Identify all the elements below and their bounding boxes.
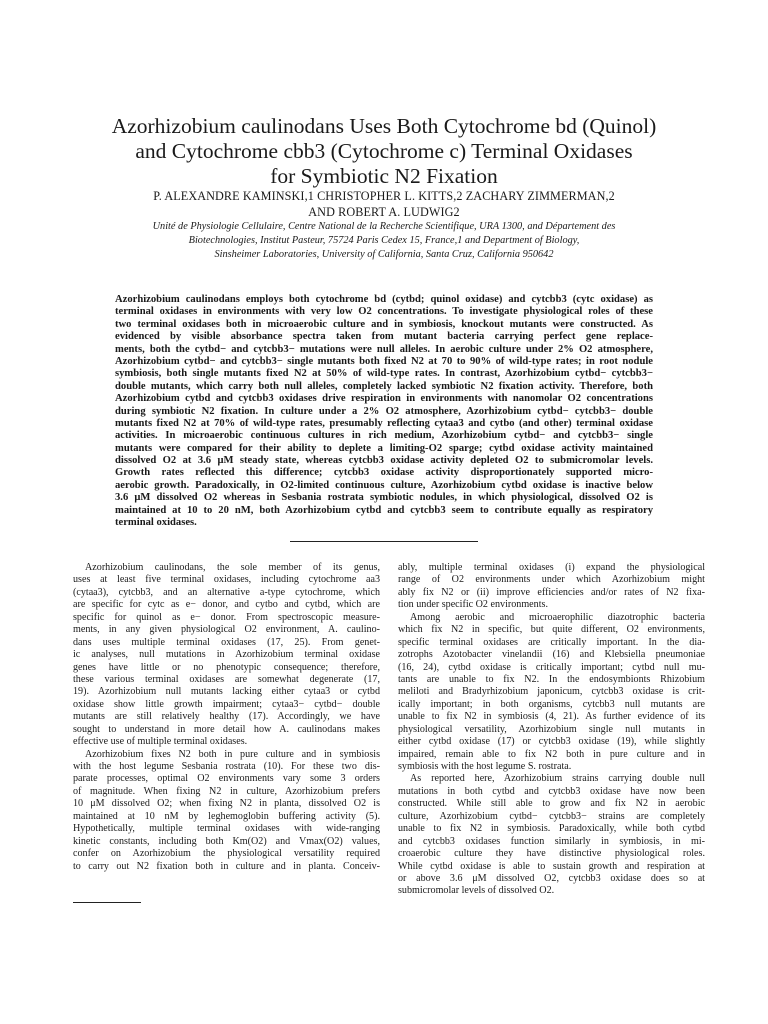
article-title	[96, 114, 672, 189]
abstract-line: Azorhizobium caulinodans employs both cytochrome bd (cytbd; quinol oxidase) and cytcbb3 (cytc oxidase) as	[115, 294, 653, 305]
body-text-line: which fix N2 in specific, but quite different, O2 environments,	[398, 624, 705, 636]
body-text-line: with the host legume Sesbania rostrata (10). For these two dis-	[73, 761, 380, 772]
body-text-line: ic analyses, null mutations in Azorhizobium terminal oxidase	[73, 649, 380, 661]
body-text-line: zotrophs Azotobacter vinelandii (16) and Klebsiella pneumoniae	[398, 649, 705, 661]
body-text-line: 19). Azorhizobium null mutants lacking either cytaa3 or cytbd	[73, 686, 380, 698]
body-column-right	[398, 562, 705, 898]
abstract-line: double mutants, which carry both null alleles, completely lacked symbiotic N2 fixation activity. Therefore, both	[115, 380, 653, 392]
body-text-line: symbiosis with the host legume S. rostrata.	[398, 761, 572, 772]
abstract-line: terminal oxidases.	[115, 517, 197, 529]
body-text-line: unable to fix N2 in symbiosis. Paradoxically, while both cytbd	[398, 823, 705, 835]
body-text-line: are specific for cytc as e− donor, and cytbo and cytbd, which are	[73, 599, 380, 611]
body-text-line: tants are unable to fix N2. In the endosymbionts Rhizobium	[398, 673, 705, 685]
body-text-line: ably, multiple terminal oxidases (i) expand the physiological	[398, 562, 705, 573]
abstract-line: dissolved O2 at 3.6 μM steady state, whereas cytcbb3 oxidase activity depleted O2 to submicromolar levels.	[115, 455, 653, 467]
affiliation-line: Sinsheimer Laboratories, University of California, Santa Cruz, California 950642	[214, 249, 554, 261]
affiliation-line: Unité de Physiologie Cellulaire, Centre National de la Recherche Scientifique, URA 1300, and Département des	[152, 221, 616, 232]
body-text-line: mutations in both cytbd and cytcbb3 oxidase have now been	[398, 785, 705, 797]
body-text-line: Among aerobic and microaerophilic diazotrophic bacteria	[410, 611, 705, 623]
title-line: Azorhizobium caulinodans Uses Both Cytochrome bd (Quinol)	[111, 114, 657, 138]
title-line: and Cytochrome cbb3 (Cytochrome c) Terminal Oxidases	[135, 139, 633, 163]
body-text-line: maintained at 10 nM by leghemoglobin buffering activity (5).	[73, 810, 380, 822]
body-text-line: and cytcbb3 oxidases function similarly in symbiosis, in mi-	[398, 835, 705, 847]
body-text-line: range of O2 environments under which Azorhizobium might	[398, 574, 705, 586]
abstract-line: mutants were compared for their ability to deplete a limiting-O2 sparge; cytbd oxidase activity maintained	[115, 442, 653, 454]
body-text-line: oxidase show little growth impairment; cytaa3− cytbd− double	[73, 698, 380, 710]
abstract-line: activities. In microaerobic continuous cultures in rich medium, Azorhizobium cytbd− and cytcbb3− single	[115, 430, 653, 442]
abstract-line: terminal oxidases in environments with very low O2 concentrations. To investigate physiological roles of these	[115, 306, 653, 318]
affiliations	[96, 220, 672, 263]
body-text-line: or above 3.6 μM dissolved O2, cytcbb3 oxidase does so at	[398, 872, 705, 884]
body-text-line: unable to fix N2 in symbiosis (4, 21). As further evidence of its	[398, 711, 705, 723]
body-text-line: of magnitude. When fixing N2 in culture, Azorhizobium prefers	[73, 785, 380, 797]
body-text-line: Azorhizobium caulinodans, the sole member of its genus,	[85, 562, 380, 573]
abstract-line: ments, both the cytbd− and cytcbb3− mutations were null alleles. In aerobic culture under 2% O2 atmosphere,	[115, 343, 653, 355]
body-text-line: impaired, remain able to fix N2 both in pure culture and in	[398, 748, 705, 760]
body-text-line: Azorhizobium fixes N2 both in pure culture and in symbiosis	[85, 748, 380, 760]
body-text-line: ably fix N2 or (ii) improve efficiencies and/or rates of N2 fixa-	[398, 586, 705, 598]
abstract-line: Azorhizobium cytbd− and cytcbb3− single mutants both fixed N2 at 70 to 90% of wild-type rates; in root nodule	[115, 355, 653, 367]
abstract-line: maintained at 10 to 20 nM, both Azorhizobium cytbd and cytcbb3 seem to contribute equally as respiratory	[115, 504, 653, 516]
author-line: P. ALEXANDRE KAMINSKI,1 CHRISTOPHER L. KITTS,2 ZACHARY ZIMMERMAN,2	[153, 189, 615, 203]
body-column-left	[73, 562, 380, 873]
body-text-line: sought to understand in more detail how A. caulinodans makes	[73, 723, 380, 735]
body-text-line: 10 μM dissolved O2; when fixing N2 in planta, dissolved O2 is	[73, 798, 380, 810]
footnote-rule	[73, 902, 141, 903]
abstract-line: 3.6 μM dissolved O2 whereas in Sesbania rostrata symbiotic nodules, in which physiological, dissolved O2 is	[115, 492, 653, 504]
body-text-line: physiological versatility, Azorhizobium single null mutants in	[398, 723, 705, 735]
abstract-line: aerobic growth. Paradoxically, in O2-limited continuous culture, Azorhizobium cytbd oxidase is inactive below	[115, 479, 653, 491]
section-divider	[290, 541, 478, 542]
abstract-line: Azorhizobium cytbd and cytcbb3 oxidases drive respiration in environments with nanomolar O2 concentrations	[115, 393, 653, 405]
body-text-line: meliloti and Bradyrhizobium japonicum, cytcbb3 oxidase is crit-	[398, 686, 705, 698]
body-text-line: kinetic constants, including both Km(O2) and Vmax(O2) values,	[73, 835, 380, 847]
body-text-line: uses at least five terminal oxidases, including cytochrome aa3	[73, 574, 380, 586]
body-text-line: tion under specific O2 environments.	[398, 599, 548, 611]
body-text-line: these various terminal oxidases are somewhat degenerate (17,	[73, 673, 380, 685]
abstract-line: during symbiotic N2 fixation. In culture under a 2% O2 atmosphere, Azorhizobium cytbd− cytcbb3− double	[115, 405, 653, 417]
abstract-line: two terminal oxidases both in microaerobic culture and in symbiosis, knockout mutants were constructed. As	[115, 318, 653, 330]
body-text-line: effective use of multiple terminal oxidases.	[73, 736, 248, 748]
body-text-line: specific terminal oxidases are critically important. In the dia-	[398, 636, 705, 648]
body-text-line: constructed. While still able to grow and fix N2 in aerobic	[398, 798, 705, 810]
abstract-line: Growth rates reflected this difference; cytcbb3 oxidase activity disproportionately supported micro-	[115, 467, 653, 479]
body-text-line: either cytbd oxidase (17) or cytcbb3 oxidase (19), while slightly	[398, 736, 705, 748]
body-text-line: Hypothetically, multiple terminal oxidases with wide-ranging	[73, 823, 380, 835]
body-text-line: to carry out N2 fixation both in culture and in planta. Conceiv-	[73, 860, 380, 872]
body-text-line: confer on Azorhizobium the physiological versatility required	[73, 848, 380, 860]
body-text-line: As reported here, Azorhizobium strains carrying double null	[410, 773, 705, 785]
body-text-line: ments, in any given physiological O2 environment, A. caulino-	[73, 624, 380, 636]
abstract	[115, 294, 653, 529]
body-text-line: (cytaa3), cytcbb3, and an alternative a-type cytochrome, which	[73, 586, 380, 598]
body-text-line: submicromolar levels of dissolved O2.	[398, 885, 555, 897]
body-text-line: croaerobic culture they have distinctive physiological roles.	[398, 848, 705, 860]
author-line: AND ROBERT A. LUDWIG2	[308, 205, 460, 219]
author-list	[96, 188, 672, 220]
title-line: for Symbiotic N2 Fixation	[270, 164, 498, 188]
body-text-line: dans uses multiple terminal oxidases (17, 25). From genet-	[73, 636, 380, 648]
body-text-line: culture, Azorhizobium cytbd− cytcbb3− strains are completely	[398, 810, 705, 822]
body-text-line: parate processes, optimal O2 environments vary some 3 orders	[73, 773, 380, 785]
abstract-line: symbiosis, both single mutants fixed N2 at 50% of wild-type rates. In contrast, Azorhizobium cytbd− cytcbb3−	[115, 368, 653, 380]
body-text-line: mutants are still relatively healthy (17). Accordingly, we have	[73, 711, 380, 723]
abstract-line: evidenced by visible absorbance spectra taken from mutant bacteria carrying perfect gene replace-	[115, 331, 653, 343]
body-text-line: While cytbd oxidase is able to sustain growth and respiration at	[398, 860, 705, 872]
abstract-line: mutants fixed N2 at 70% of wild-type rates, presumably reflecting cytaa3 and cytbo (and other) terminal oxidase	[115, 417, 653, 429]
body-text-line: (16, 24), cytbd oxidase is critically important; cytbd null mu-	[398, 661, 705, 673]
body-text-line: specific for quinol as e− donor. From spectroscopic measure-	[73, 611, 380, 623]
body-text-line: ically important; in both organisms, cytcbb3 null mutants are	[398, 698, 705, 710]
body-text-line: genes have little or no phenotypic consequence; therefore,	[73, 661, 380, 673]
affiliation-line: Biotechnologies, Institut Pasteur, 75724 Paris Cedex 15, France,1 and Department of Biology,	[188, 235, 580, 247]
